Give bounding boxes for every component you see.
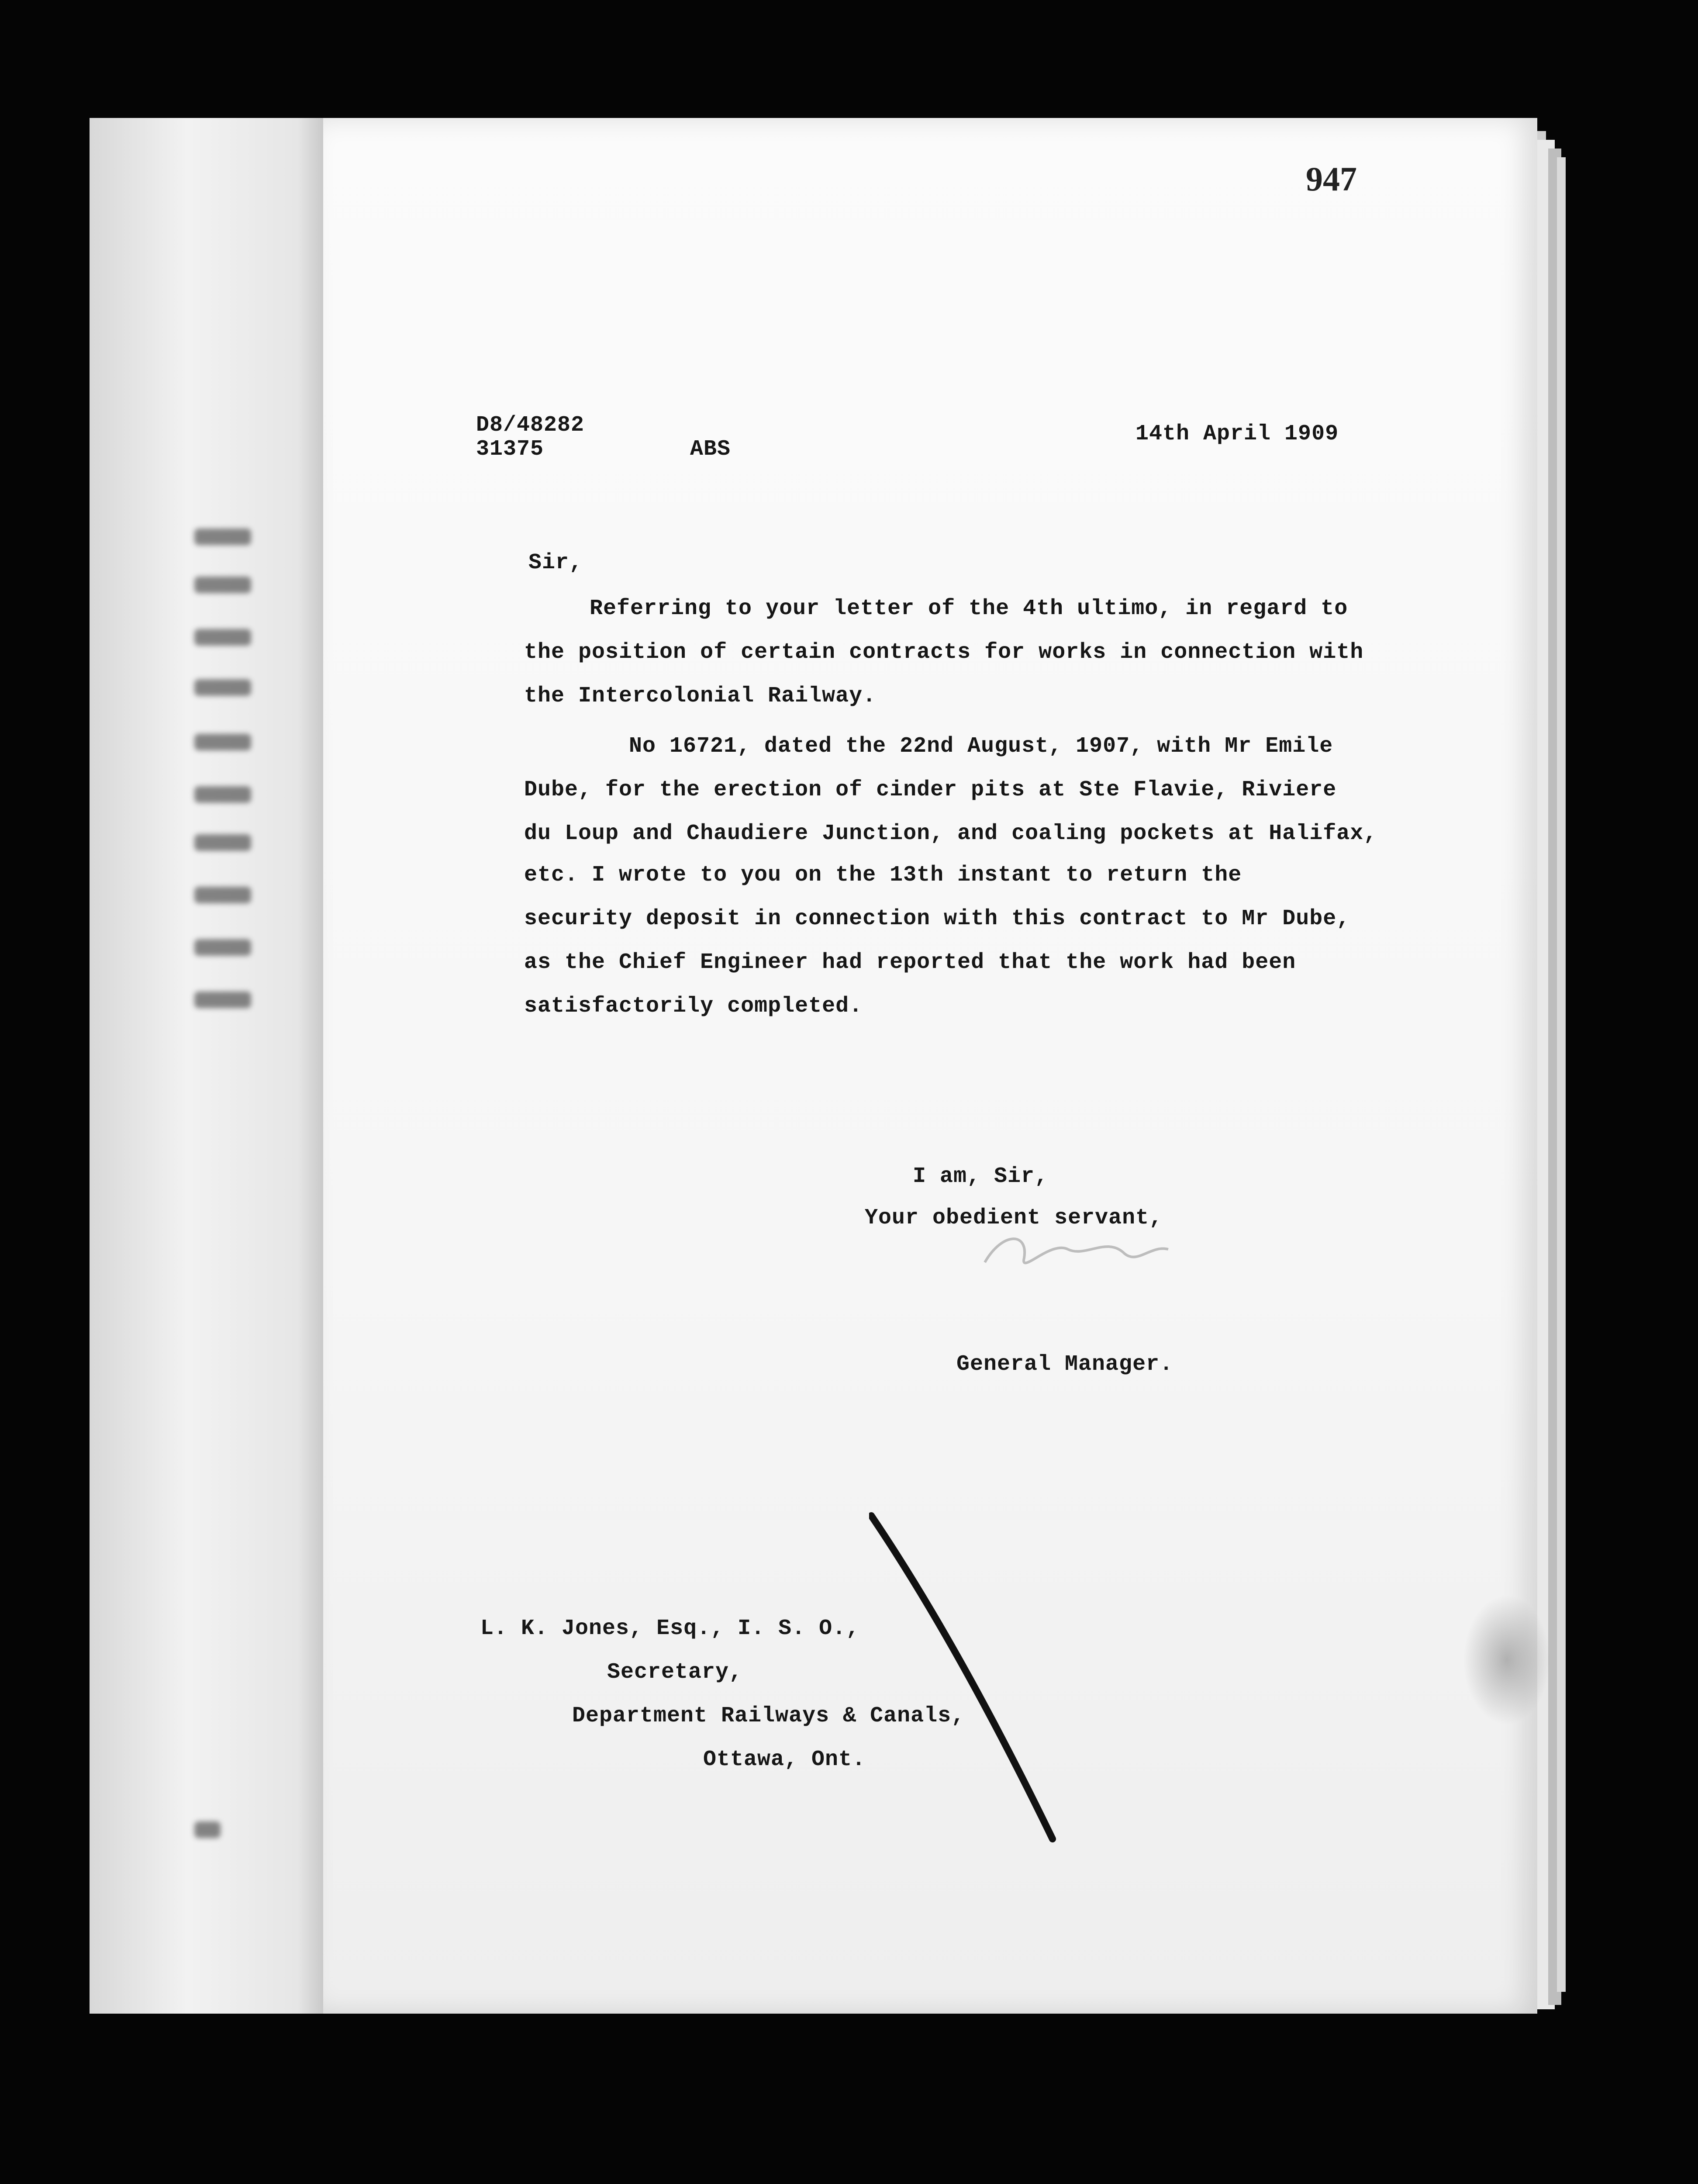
text-fragment bbox=[194, 887, 251, 903]
left-page-sliver bbox=[90, 118, 334, 2014]
body-line: as the Chief Engineer had reported that the work had been bbox=[524, 950, 1296, 975]
writer-initials: ABS bbox=[690, 437, 731, 462]
addressee-line: Secretary, bbox=[607, 1660, 743, 1685]
ink-smudge bbox=[1463, 1594, 1550, 1725]
file-reference: D8/48282 bbox=[476, 413, 585, 438]
addressee-line: Department Railways & Canals, bbox=[572, 1704, 965, 1728]
text-fragment bbox=[194, 992, 251, 1008]
body-line: security deposit in connection with this contract to Mr Dube, bbox=[524, 906, 1350, 931]
body-line: satisfactorily completed. bbox=[524, 994, 863, 1019]
pencil-signature-mark bbox=[976, 1223, 1173, 1280]
text-fragment bbox=[194, 786, 251, 803]
page-edge bbox=[1557, 157, 1566, 1992]
page-number: 947 bbox=[1306, 160, 1357, 198]
ink-slash-mark bbox=[869, 1511, 1057, 1843]
body-line: the position of certain contracts for works in connection with bbox=[524, 640, 1364, 665]
text-fragment bbox=[194, 529, 251, 545]
text-fragment bbox=[194, 834, 251, 851]
addressee-line: Ottawa, Ont. bbox=[703, 1747, 866, 1772]
text-fragment bbox=[194, 577, 251, 593]
closing-line: Your obedient servant, bbox=[865, 1206, 1163, 1230]
text-fragment bbox=[194, 629, 251, 646]
body-line: etc. I wrote to you on the 13th instant to return the bbox=[524, 863, 1242, 888]
letter-date: 14th April 1909 bbox=[1135, 422, 1339, 446]
body-line: the Intercolonial Railway. bbox=[524, 684, 877, 708]
signer-title: General Manager. bbox=[956, 1352, 1173, 1377]
body-line: Referring to your letter of the 4th ultimo, in regard to bbox=[590, 596, 1348, 621]
text-fragment bbox=[194, 734, 251, 750]
body-line: du Loup and Chaudiere Junction, and coaling pockets at Halifax, bbox=[524, 821, 1377, 846]
text-fragment bbox=[194, 939, 251, 956]
file-reference: 31375 bbox=[476, 437, 544, 462]
body-line: Dube, for the erection of cinder pits at Ste Flavie, Riviere bbox=[524, 778, 1337, 802]
salutation: Sir, bbox=[528, 550, 583, 575]
text-fragment bbox=[194, 1821, 221, 1838]
closing-line: I am, Sir, bbox=[913, 1164, 1049, 1189]
text-fragment bbox=[194, 679, 251, 696]
addressee-line: L. K. Jones, Esq., I. S. O., bbox=[480, 1616, 860, 1641]
body-line: No 16721, dated the 22nd August, 1907, with Mr Emile bbox=[629, 734, 1333, 759]
